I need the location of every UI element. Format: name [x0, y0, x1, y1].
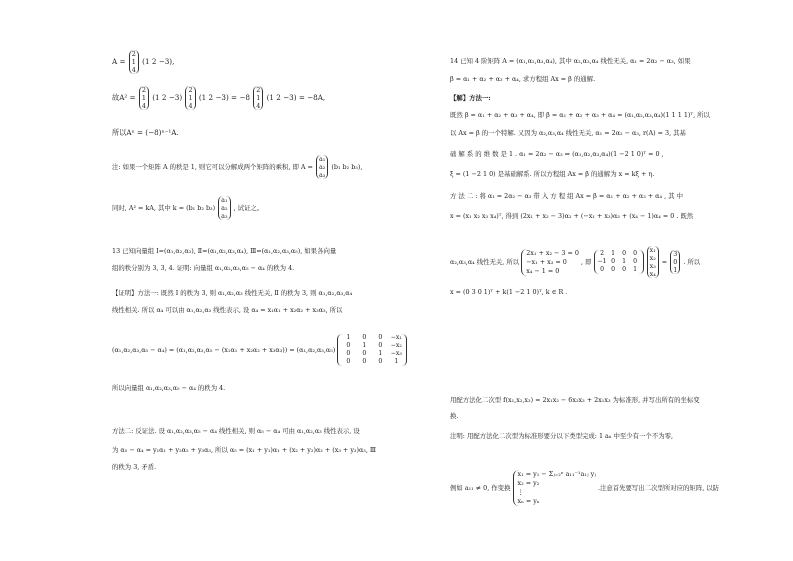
- text: (1 2 −3),: [142, 57, 175, 66]
- matrix-cell: 0: [378, 358, 383, 365]
- matrix-cell: 0: [611, 266, 616, 273]
- matrix-cell: 1: [633, 266, 638, 273]
- text: .注意首先要写出二次型所对应的矩阵, 以防: [597, 484, 720, 492]
- text: (1 2 −3) = −8A,: [266, 93, 326, 102]
- text: 例如 a₁₁ ≠ 0, 作变换: [450, 484, 511, 492]
- text: . 所以: [683, 258, 701, 266]
- transform-matrix: [337, 334, 407, 366]
- solution-final: x = (0 3 0 1)ᵀ + k(1 −2 1 0)ᵀ, k ∈ R .: [450, 288, 568, 296]
- variable-transformation: x₁ = y₁ − Σⱼ₌₂ⁿ a₁₁⁻¹a₁ⱼ yⱼ x₂ = y₂ ⋮ xₙ = yₙ: [513, 470, 596, 506]
- solution-substitution: x = (x₁ x₂ x₃ x₄)ᵀ, 得到 (2x₁ + x₂ − 3)α₂ + (−x₁ + x₃)α₃ + (x₄ − 1)α₄ = 0 . 既然: [450, 212, 694, 220]
- matrix-cell: 0: [362, 350, 367, 357]
- column-vector: 2 1 4: [185, 86, 195, 110]
- formula-a-squared: [112, 86, 325, 110]
- note-completing-square: 注明: 用配方法化二次型为标准形要分以下类型完成: 1 aᵢᵢ 中至少有一个不为零,: [450, 432, 674, 440]
- proof-method-two: 方法二: 反证法. 设 α₁,α₂,α₃,α₅ − α₄ 线性相关, 则 α₅ − α₄ 可由 α₁,α₂,α₃ 线性表示, 设: [112, 427, 360, 435]
- text: , 试证之。: [233, 204, 264, 212]
- proof-method-two-cont: 为 α₅ − α₄ = y₁α₁ + y₂α₂ + y₃α₃, 所以 α₅ = (x₁ + y₁)α₁ + (x₂ + y₂)α₂ + (x₃ + y₃)α₃, Ⅲ: [112, 446, 377, 454]
- proof-linear-representation: 线性相关. 所以 α₄ 可以由 α₁,α₂,α₃ 线性表示, 设 α₄ = x₁α₁ + x₂α₂ + x₃α₃, 所以: [112, 306, 343, 314]
- rhs-vector: 3 0 1: [670, 250, 680, 274]
- text: (1 2 −3) = −8: [198, 93, 250, 102]
- matrix-cell: 1: [378, 350, 383, 357]
- problem-quadratic-form-cont: 换.: [450, 412, 459, 420]
- left-column: [112, 0, 452, 561]
- column-vector: 2 1 4: [139, 86, 149, 110]
- matrix-cell: 0: [346, 358, 351, 365]
- matrix-cell: 0: [362, 334, 367, 341]
- matrix-cell: −1: [597, 258, 607, 265]
- matrix-cell: 1: [394, 358, 399, 365]
- problem-14-statement-cont: β = α₁ + α₂ + α₃ + α₄, 求方程组 Ax = β 的通解.: [450, 75, 596, 83]
- solution-rank: 以 Ax = β 的一个特解. 又因为 α₂,α₃,α₄ 线性无关, α₁ = 2α₂ − α₃, r(A) = 3, 其基: [450, 129, 686, 137]
- text: A =: [112, 57, 126, 66]
- column-vector: 2 1 4: [129, 50, 139, 74]
- note-k-value: [112, 196, 263, 220]
- text: , 即: [581, 258, 592, 266]
- equation-system: 2x₁ + x₂ − 3 = 0 −x₁ + x₃ = 0 x₄ − 1 = 0: [521, 249, 579, 276]
- matrix-cell: 1: [362, 342, 367, 349]
- proof-contradiction: 的秩为 3, 矛盾.: [112, 463, 157, 471]
- matrix-cell: 0: [600, 266, 605, 273]
- column-vector: a₁ a₂ a₃: [316, 155, 328, 179]
- matrix-cell: 1: [622, 258, 627, 265]
- matrix-cell: 2: [600, 250, 605, 257]
- matrix-cell: 0: [622, 250, 627, 257]
- matrix-cell: 0: [378, 334, 383, 341]
- solution-particular: 既然 β = α₁ + α₂ + α₃ + α₄, 即 β = α₁ + α₂ + α₃ + α₄ = (α₁,α₂,α₃,α₄)(1 1 1 1)ᵀ, 所以: [450, 111, 710, 119]
- unknown-vector: x₁ x₂ x₃ x₄: [647, 246, 659, 278]
- matrix-cell: 0: [378, 342, 383, 349]
- solution-method-one-heading: 【解】方法一:: [450, 94, 491, 102]
- matrix-cell: −x₂: [390, 342, 402, 349]
- matrix-cell: −x₁: [390, 334, 402, 341]
- matrix-cell: 1: [346, 334, 351, 341]
- formula-a-power: 所以Aⁿ = (−8)ⁿ⁻¹A.: [112, 128, 179, 137]
- text: α₂,α₃,α₄ 线性无关, 所以: [450, 258, 520, 266]
- solution-basis-dimension: 础 解 系 的 维 数 是 1 . α₁ = 2α₂ − α₃ ⇒ (α₁,α₂,α₃,α₄)(1 −2 1 0)ᵀ = 0 ,: [450, 150, 664, 158]
- text: 故A² =: [112, 93, 136, 102]
- solution-general: ξ = (1 −2 1 0) 是基础解系. 所以方程组 Ax = β 的通解为 x = kξ + η.: [450, 170, 655, 178]
- proof-method-one: 【证明】方法一: 既然 Ⅰ 的秩为 3, 则 α₁,α₂,α₃ 线性无关, Ⅱ 的秩为 3, 则 α₁,α₂,α₃,α₄: [112, 289, 353, 297]
- solution-system: α₂,α₃,α₄ 线性无关, 所以 2x₁ + x₂ − 3 = 0 −x₁ + x₃ = 0 x₄ − 1 = 0 , 即 2 1 0 0 −1 0 1 0 0 0 0 1 x₁ x₂ x₃ x₄ = 3 0 1 . 所以: [450, 246, 701, 278]
- matrix-cell: 0: [633, 258, 638, 265]
- problem-quadratic-form: 用配方法化二次型 f(x₁,x₂,x₃) = 2x₁x₂ − 6x₂x₃ + 2x₁x₃ 为标准形, 并写出所有的坐标变: [450, 396, 700, 404]
- text: (b₁ b₂ b₃),: [331, 163, 363, 171]
- coefficient-matrix: [594, 250, 644, 274]
- column-vector: a₁ a₂ a₃: [218, 196, 230, 220]
- problem-13-statement-cont: 组的秩分别为 3, 3, 4. 证明: 向量组 α₁,α₂,α₃,α₅ − α₄ 的秩为 4.: [112, 264, 295, 272]
- formula-a-definition: [112, 50, 174, 74]
- proof-conclusion: 所以向量组 α₁,α₂,α₃,α₅ − α₄ 的秩为 4.: [112, 384, 226, 392]
- text: 同时, A² = kA, 其中 k = (b₁ b₂ b₃): [112, 204, 216, 212]
- text: 注: 如果一个矩阵 A 的秩是 1, 则它可以分解成两个矩阵的乘积, 即 A =: [112, 163, 313, 171]
- matrix-cell: 0: [346, 350, 351, 357]
- matrix-cell: 0: [346, 342, 351, 349]
- matrix-cell: 0: [633, 250, 638, 257]
- note-transformation: [450, 470, 719, 506]
- column-vector: 2 1 4: [253, 86, 263, 110]
- problem-14-statement: 14 已知 4 阶矩阵 A = (α₁,α₂,α₃,α₄), 其中 α₂,α₃,α₄ 线性无关, α₁ = 2α₂ − α₃, 如果: [450, 57, 691, 65]
- problem-13-statement: 13 已知向量组 Ⅰ=(α₁,α₂,α₃), Ⅱ=(α₁,α₂,α₃,α₄), Ⅲ=(α₁,α₂,α₃,α₅), 如果各向量: [112, 247, 337, 255]
- matrix-cell: 0: [622, 266, 627, 273]
- text: (1 2 −3): [152, 93, 183, 102]
- text: (α₁,α₂,α₃,α₅ − α₄) = (α₁,α₂,α₃,α₅ − (x₁α₁ + x₂α₂ + x₃α₃)) = (α₁,α₂,α₃,α₅): [112, 346, 336, 354]
- solution-method-two: 方 法 二 : 将 α₁ = 2α₂ − α₃ 带 入 方 程 组 Ax = β = α₁ + α₂ + α₃ + α₄ , 其 中: [450, 192, 683, 200]
- right-column: [450, 0, 790, 561]
- matrix-cell: 0: [362, 358, 367, 365]
- proof-matrix-equation: [112, 334, 407, 366]
- matrix-cell: 1: [611, 250, 616, 257]
- matrix-cell: 0: [611, 258, 616, 265]
- note-rank-one: [112, 155, 362, 179]
- matrix-cell: −x₃: [390, 350, 402, 357]
